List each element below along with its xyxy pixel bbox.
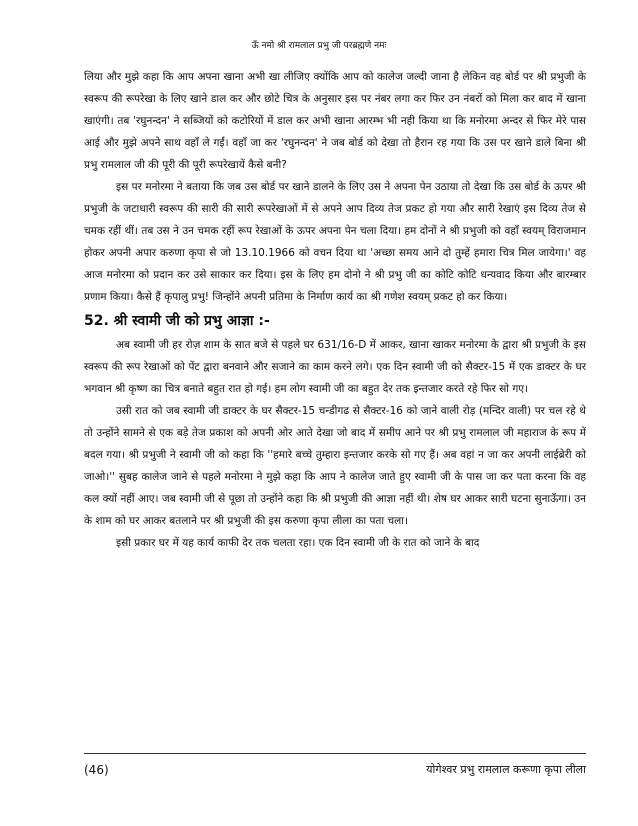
section-heading: 52. श्री स्वामी जी को प्रभु आज्ञा :- — [84, 313, 270, 329]
page-header-invocation: ऊँ नमो श्री रामलाल प्रभु जी परब्रह्मणे नमः — [251, 41, 387, 51]
book-title: योगेश्वर प्रभु रामलाल करूणा कृपा लीला — [426, 763, 586, 776]
footer-divider — [84, 753, 586, 754]
page-number: (46) — [84, 763, 109, 777]
paragraph: लिया और मुझे कहा कि आप अपना खाना अभी खा लीजिए क्योंकि आप को कालेज जल्दी जाना है लेकिन वह बोर्ड पर श्री प्रभुजी के स्वरूप की रूपरेखा के लिए खाने डाल कर और छोटे चित्र के अनुसार इस पर नंबर लगा कर फिर उन नंबरों को मिला कर बाद में खाना खाएंगी। तब 'रघुनन्दन' ने सब्जियों को कटोरियों में डाल कर अभी खाना आरम्भ भी नही किया था कि मनोरमा अन्दर से फिर मेरे पास आई और मुझे अपने साथ वहाँ ले गईं। वहाँ जा कर 'रघुनन्दन' ने जब बोर्ड को देखा तो हैरान रह गया कि उस पर खाने डाले बिना श्री प्रभु रामलाल जी की पूरी की पूरी रूपरेखायें कैसे बनी? — [84, 71, 586, 171]
paragraph: इस पर मनोरमा ने बताया कि जब उस बोर्ड पर खाने डालने के लिए उस ने अपना पेन उठाया तो देखा कि उस बोर्ड के ऊपर श्री प्रभुजी के जटाधारी स्वरूप की सारी की सारी रूपरेखाओं में से अपने आप दिव्य तेज प्रकट हो गया और सारी रेखाएं इस दिव्य तेज से चमक रहीं थीं। तब उस ने उन चमक रहीं रूप रेखाओं के ऊपर अपना पेन चला दिया। हम दोनों ने श्री प्रभुजी को वहाँ स्वयम् विराजमान होकर अपनी अपार करुणा कृपा से जो 13.10.1966 को वचन दिया था 'अच्छा समय आने दो तुम्हें हमारा चित्र मिल जायेगा।' वह आज मनोरमा को प्रदान कर उसे साकार कर दिया। इस के लिए हम दोनो ने श्री प्रभु जी का कोटि कोटि धन्यवाद किया और बारम्बार प्रणाम किया। कैसे हैं कृपालु प्रभु! जिन्होंने अपनी प्रतिमा के निर्माण कार्य का श्री गणेश स्वयम् प्रकट हो कर किया। — [84, 181, 586, 303]
page-body — [84, 66, 586, 554]
paragraph: अब स्वामी जी हर रोज़ शाम के सात बजे से पहले घर 631/16-D में आकर, खाना खाकर मनोरमा के द्वारा श्री प्रभुजी के इस स्वरूप की रूप रेखाओं को पेंट द्वारा बनवाने और सजाने का काम करने लगे। एक दिन स्वामी जी को सैक्टर-15 में एक डाक्टर के घर भगवान श्री कृष्ण का चित्र बनाते बहुत रात हो गई। हम लोग स्वामी जी का बहुत देर तक इन्तजार करते रहे फिर सो गए। — [84, 339, 586, 395]
paragraph: इसी प्रकार घर में यह कार्य काफी देर तक चलता रहा। एक दिन स्वामी जी के रात को जाने के बाद — [116, 537, 480, 549]
paragraph: उसी रात को जब स्वामी जी डाक्टर के घर सैक्टर-15 चन्डीगढ से सैक्टर-16 को जाने वाली रोड़ (मन्दिर वाली) पर चल रहे थे तो उन्होंने सामने से एक बड़े तेज प्रकाश को अपनी ओर आते देखा जो बाद में समीप आने पर श्री प्रभु रामलाल जी महाराज के रूप में बदल गया। श्री प्रभुजी ने स्वामी जी को कहा कि ''हमारे बच्चे तुम्हारा इन्तजार करके सो गए हैं। अब वहां न जा कर अपनी लाईब्रेरी को जाओ।'' सुबह कालेज जाने से पहले मनोरमा ने मुझे कहा कि आप ने कालेज जाते हुए स्वामी जी के पास जा कर पता करना कि वह कल क्यों नहीं आए। जब स्वामी जी से पूछा तो उन्होंने कहा कि श्री प्रभुजी की आज्ञा नहीं थी। शेष घर आकर सारी घटना सुनाऊँगा। उन के शाम को घर आकर बतलाने पर श्री प्रभुजी की इस करुणा कृपा लीला का पता चला। — [84, 405, 586, 527]
